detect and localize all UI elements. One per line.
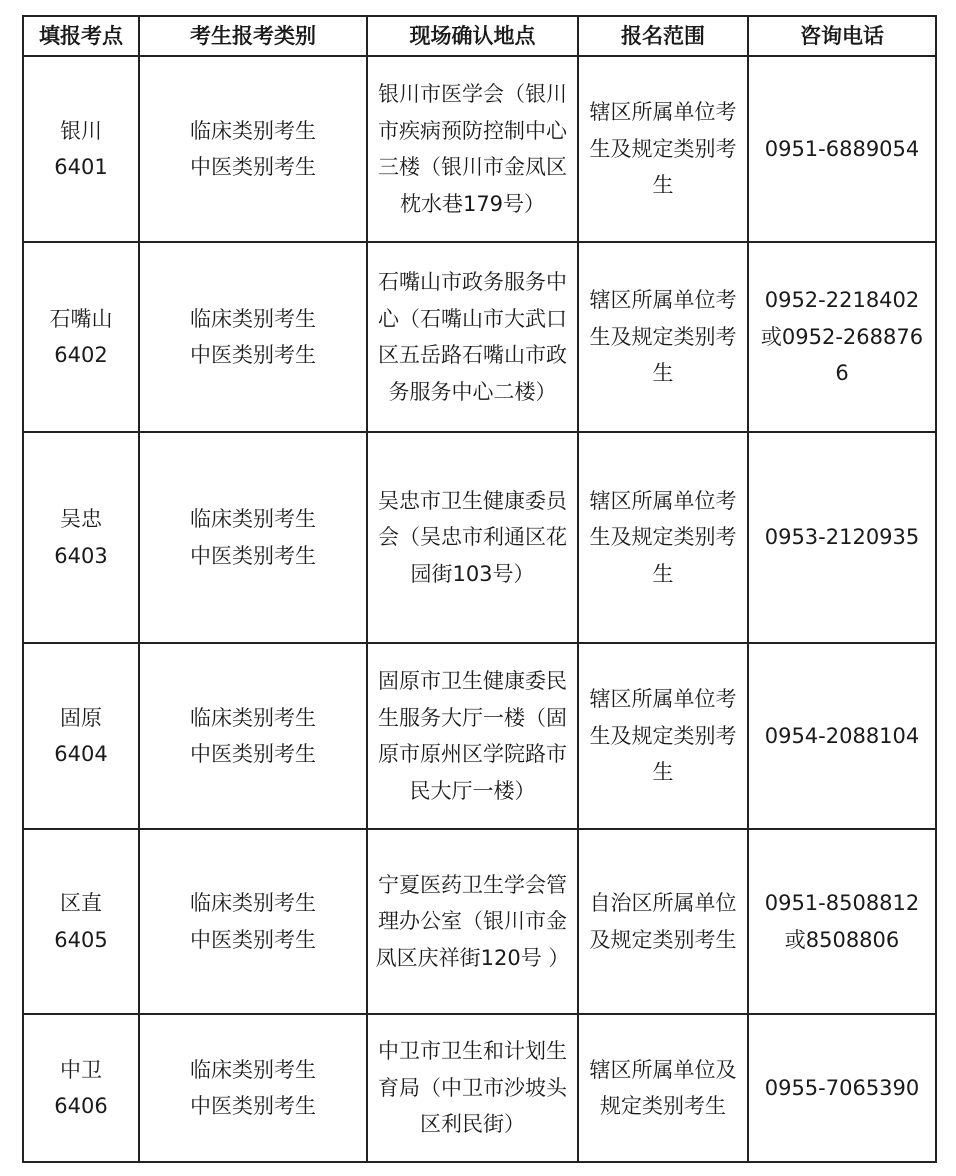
table-row: [23, 242, 936, 432]
table-row: [23, 56, 936, 242]
header-confirmation-location: 现场确认地点: [367, 16, 578, 56]
candidate-category-cell: [139, 643, 367, 829]
exam-point-cell: [23, 829, 139, 1014]
table-row: [23, 829, 936, 1014]
header-registration-scope: 报名范围: [578, 16, 748, 56]
exam-point-name: 固原: [60, 705, 102, 730]
contact-phone-cell: 0952-2218402或0952-2688766: [748, 242, 936, 432]
category-tcm: 中医类别考生: [190, 343, 316, 367]
table-header-row: [23, 16, 936, 56]
contact-phone-cell: 0954-2088104: [748, 643, 936, 829]
exam-point-code: 6405: [54, 927, 108, 952]
registration-scope-cell: 辖区所属单位考生及规定类别考生: [578, 432, 748, 643]
exam-point-cell: [23, 643, 139, 829]
contact-phone-cell: 0953-2120935: [748, 432, 936, 643]
candidate-category-cell: [139, 1014, 367, 1162]
category-clinical: 临床类别考生: [190, 705, 316, 730]
exam-point-name: 银川: [60, 118, 102, 143]
registration-scope-cell: 自治区所属单位及规定类别考生: [578, 829, 748, 1014]
category-clinical: 临床类别考生: [190, 507, 316, 531]
exam-point-cell: [23, 242, 139, 432]
candidate-category-cell: [139, 242, 367, 432]
exam-point-cell: [23, 432, 139, 643]
registration-scope-cell: 辖区所属单位考生及规定类别考生: [578, 242, 748, 432]
candidate-category-cell: [139, 829, 367, 1014]
category-clinical: 临床类别考生: [190, 1057, 316, 1082]
confirmation-location-cell: 宁夏医药卫生学会管理办公室（银川市金凤区庆祥街120号 ）: [367, 829, 578, 1014]
candidate-category-cell: [139, 432, 367, 643]
exam-point-cell: [23, 56, 139, 242]
exam-point-name: 区直: [60, 891, 102, 915]
table-row: [23, 432, 936, 643]
category-clinical: 临床类别考生: [190, 118, 316, 143]
confirmation-location-cell: 石嘴山市政务服务中心（石嘴山市大武口区五岳路石嘴山市政务服务中心二楼）: [367, 242, 578, 432]
confirmation-location-cell: 银川市医学会（银川市疾病预防控制中心三楼（银川市金凤区枕水巷179号）: [367, 56, 578, 242]
exam-point-code: 6406: [54, 1094, 108, 1118]
exam-point-code: 6404: [54, 742, 108, 766]
exam-point-table: [22, 15, 937, 1163]
category-clinical: 临床类别考生: [190, 891, 316, 915]
category-tcm: 中医类别考生: [190, 543, 316, 568]
category-tcm: 中医类别考生: [190, 927, 316, 952]
registration-scope-cell: 辖区所属单位及规定类别考生: [578, 1014, 748, 1162]
category-tcm: 中医类别考生: [190, 1094, 316, 1118]
table-row: [23, 643, 936, 829]
exam-point-name: 石嘴山: [49, 306, 113, 331]
exam-point-code: 6401: [54, 155, 108, 179]
exam-point-name: 中卫: [60, 1057, 102, 1082]
category-tcm: 中医类别考生: [190, 155, 316, 179]
registration-scope-cell: 辖区所属单位考生及规定类别考生: [578, 643, 748, 829]
contact-phone-cell: 0955-7065390: [748, 1014, 936, 1162]
registration-scope-cell: 辖区所属单位考生及规定类别考生: [578, 56, 748, 242]
contact-phone-cell: 0951-6889054: [748, 56, 936, 242]
table-row: [23, 1014, 936, 1162]
confirmation-location-cell: 中卫市卫生和计划生育局（中卫市沙坡头区利民街）: [367, 1014, 578, 1162]
exam-point-cell: [23, 1014, 139, 1162]
header-exam-point: 填报考点: [23, 16, 139, 56]
category-clinical: 临床类别考生: [190, 306, 316, 331]
candidate-category-cell: [139, 56, 367, 242]
exam-point-name: 吴忠: [60, 507, 102, 531]
header-contact-phone: 咨询电话: [748, 16, 936, 56]
exam-point-code: 6403: [54, 543, 108, 568]
contact-phone-cell: 0951-8508812或8508806: [748, 829, 936, 1014]
exam-point-code: 6402: [54, 343, 108, 367]
confirmation-location-cell: 固原市卫生健康委民生服务大厅一楼（固原市原州区学院路市民大厅一楼）: [367, 643, 578, 829]
category-tcm: 中医类别考生: [190, 742, 316, 766]
confirmation-location-cell: 吴忠市卫生健康委员会（吴忠市利通区花园街103号）: [367, 432, 578, 643]
header-candidate-category: 考生报考类别: [139, 16, 367, 56]
